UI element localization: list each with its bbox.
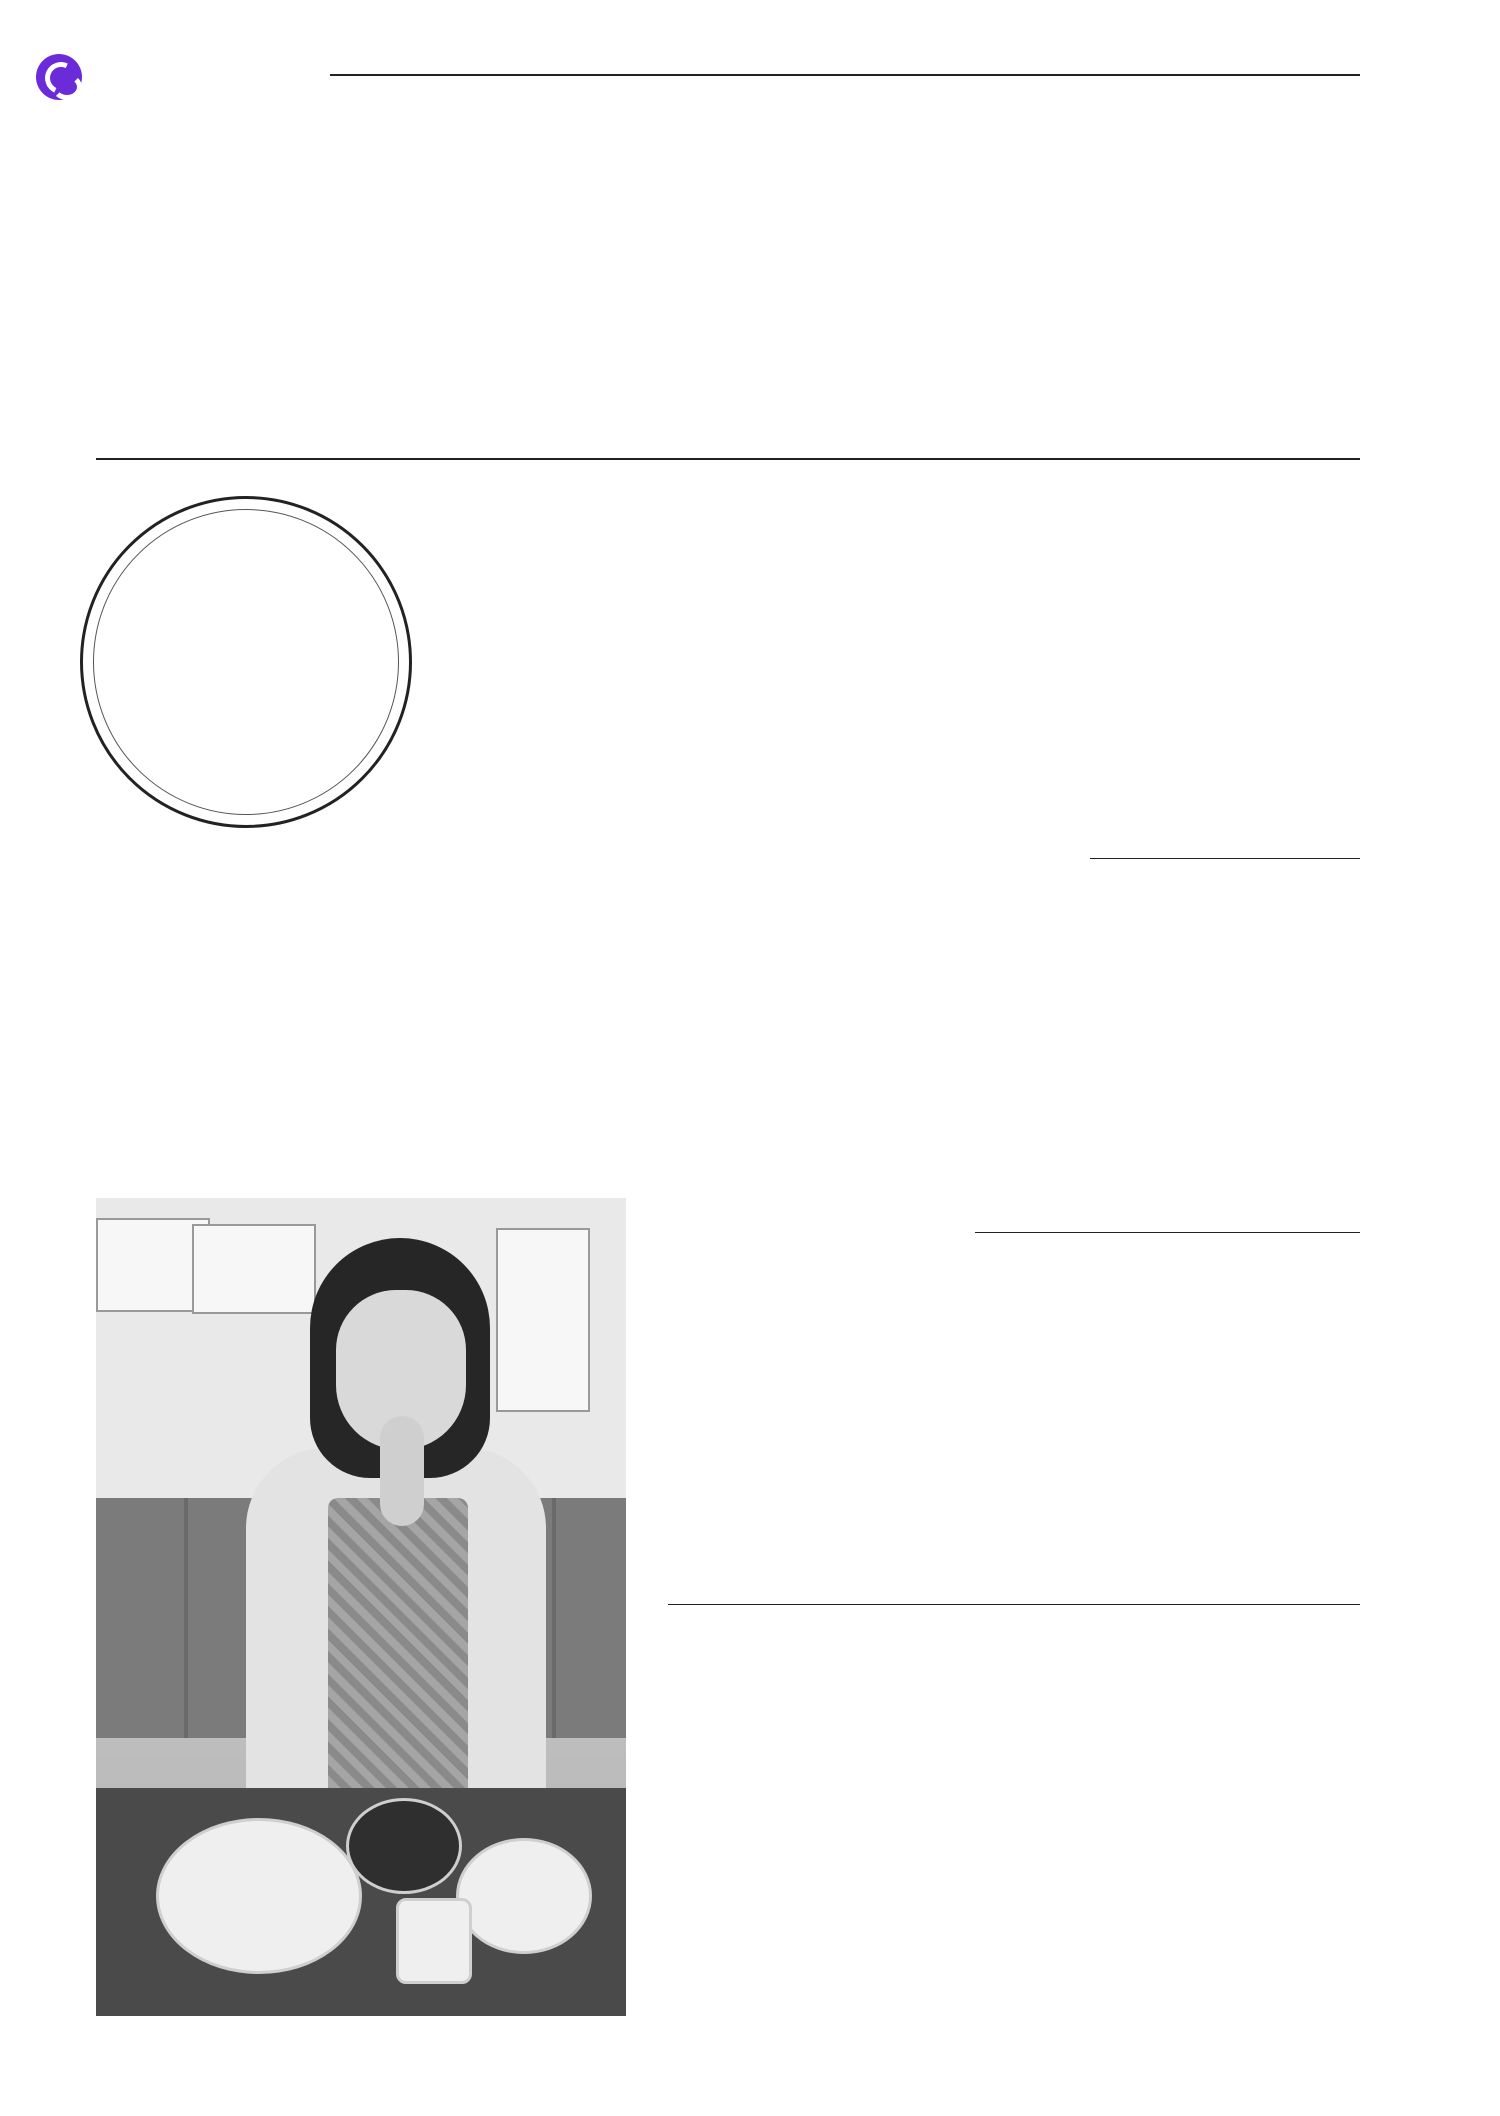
portrait-photo bbox=[96, 1198, 626, 2016]
top-interview-columns bbox=[96, 94, 1236, 444]
column-rule bbox=[1090, 858, 1360, 859]
cover-girl-badge bbox=[80, 496, 412, 828]
buondua-logo-icon bbox=[36, 54, 82, 100]
section-rule bbox=[96, 458, 1360, 460]
watermark bbox=[36, 54, 92, 100]
column-rule bbox=[668, 1604, 1360, 1605]
column-rule bbox=[975, 1232, 1360, 1233]
magazine-header bbox=[342, 44, 420, 73]
header-rule bbox=[330, 74, 1360, 76]
